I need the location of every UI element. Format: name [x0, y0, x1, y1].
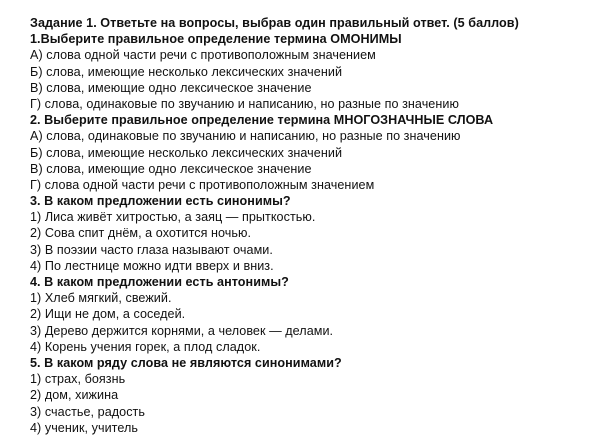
question-4-title: 4. В каком предложении есть антонимы?: [30, 275, 289, 289]
question-2-option-d: Г) слова одной части речи с противоположным значением: [30, 177, 375, 192]
question-5-option-4: 4) ученик, учитель: [30, 420, 138, 435]
test-document: [30, 15, 605, 436]
question-2-option-b: Б) слова, имеющие несколько лексических значений: [30, 145, 343, 160]
question-3-option-4: 4) По лестнице можно идти вверх и вниз.: [30, 258, 274, 273]
task-header: Задание 1. Ответьте на вопросы, выбрав один правильный ответ. (5 баллов): [30, 16, 519, 30]
question-5-title: 5. В каком ряду слова не являются синонимами?: [30, 355, 342, 370]
question-3-option-2: 2) Сова спит днём, а охотится ночью.: [30, 226, 252, 241]
question-2-option-c: В) слова, имеющие одно лексическое значение: [30, 161, 312, 176]
question-1-option-a: А) слова одной части речи с противоположным значением: [30, 48, 376, 63]
question-1-title: 1.Выберите правильное определение термина ОМОНИМЫ: [30, 32, 402, 47]
question-1-option-d: Г) слова, одинаковые по звучанию и написанию, но разные по значению: [30, 96, 459, 111]
question-2-option-a: А) слова, одинаковые по звучанию и написанию, но разные по значению: [30, 129, 461, 144]
question-4-option-1: 1) Хлеб мягкий, свежий.: [30, 291, 172, 306]
question-1-option-c: В) слова, имеющие одно лексическое значение: [30, 80, 312, 95]
question-5-option-1: 1) страх, боязнь: [30, 372, 126, 387]
question-3-option-3: 3) В поэзии часто глаза называют очами.: [30, 242, 273, 257]
question-1-option-b: Б) слова, имеющие несколько лексических значений: [30, 64, 343, 79]
question-5-option-3: 3) счастье, радость: [30, 404, 145, 419]
question-3-option-1: 1) Лиса живёт хитростью, а заяц — прыткостью.: [30, 210, 316, 225]
question-4-option-4: 4) Корень учения горек, а плод сладок.: [30, 339, 261, 354]
question-3-title: 3. В каком предложении есть синонимы?: [30, 194, 291, 209]
question-4-option-3: 3) Дерево держится корнями, а человек — делами.: [30, 323, 334, 338]
question-5-option-2: 2) дом, хижина: [30, 388, 119, 403]
question-4-option-2: 2) Ищи не дом, а соседей.: [30, 307, 186, 322]
question-2-title: 2. Выберите правильное определение термина МНОГОЗНАЧНЫЕ СЛОВА: [30, 113, 494, 128]
